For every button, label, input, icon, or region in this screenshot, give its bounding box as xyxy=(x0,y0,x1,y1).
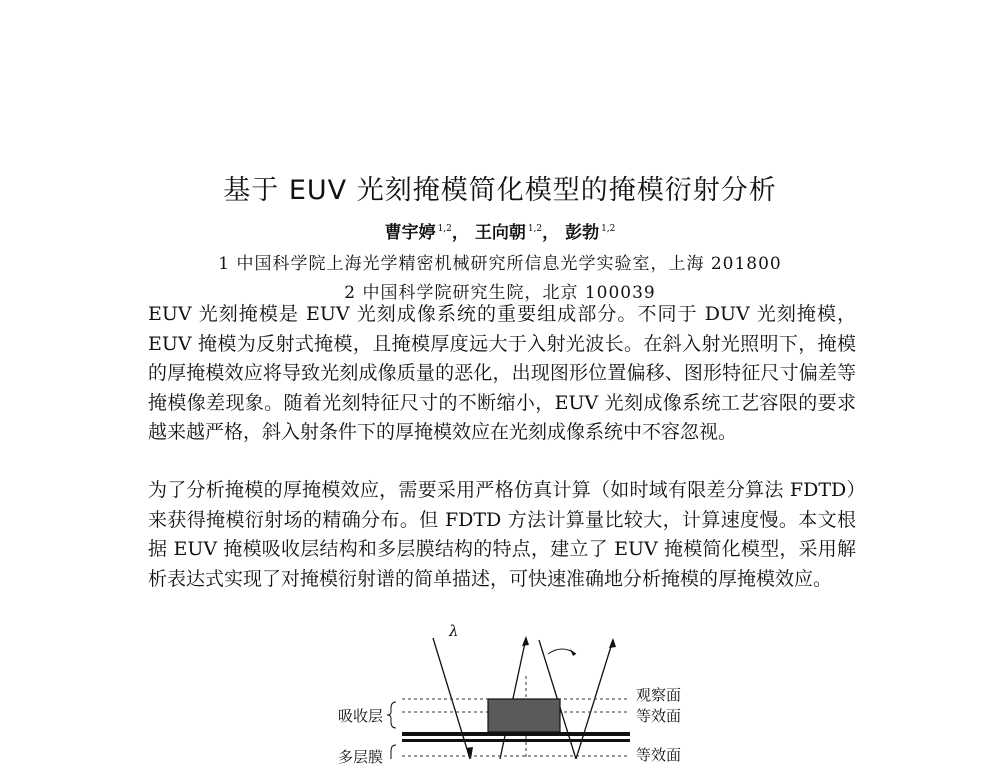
author-list xyxy=(0,218,1000,243)
author-name: 王向朝 xyxy=(474,223,526,243)
affiliation-2: 2 中国科学院研究生院，北京 100039 xyxy=(344,283,656,303)
multilayer-layer xyxy=(402,739,630,742)
arrowhead xyxy=(570,649,576,656)
mask-model-figure xyxy=(330,618,710,766)
lambda-label: λ xyxy=(449,622,459,640)
multilayer-top xyxy=(402,732,630,736)
absorber-label: 吸收层 xyxy=(338,707,384,725)
equivalent-plane-label: 等效面 xyxy=(636,746,682,764)
observation-plane-label: 观察面 xyxy=(636,686,682,704)
affiliation-1: 1 中国科学院上海光学精密机械研究所信息光学实验室，上海 201800 xyxy=(218,254,782,274)
author-name: 曹宇婷 xyxy=(384,223,436,243)
author-separator: ， xyxy=(451,223,469,243)
multilayer-brace xyxy=(391,745,396,759)
absorber-brace xyxy=(387,702,396,728)
author-affiliation-mark: 1,2 xyxy=(437,224,452,234)
arrowhead xyxy=(522,636,529,646)
multilayer-label: 多层膜 xyxy=(338,748,384,766)
abstract-paragraph-2: 为了分析掩模的厚掩模效应，需要采用严格仿真计算（如时域有限差分算法 FDTD）来获得掩模衍射场的精确分布。但 FDTD 方法计算量比较大，计算速度慢。本文根据 EUV 掩模吸收层结构和多层膜结构的特点，建立了 EUV 掩模简化模型，采用解析表达式实现了对掩模衍射谱的简单描述，可快速准确地分析掩模的厚掩模效应。 xyxy=(148,479,856,590)
paper-title: 基于 EUV 光刻掩模简化模型的掩模衍射分析 xyxy=(223,175,777,206)
abstract-paragraph-1: EUV 光刻掩模是 EUV 光刻成像系统的重要组成部分。不同于 DUV 光刻掩模，EUV 掩模为反射式掩模，且掩模厚度远大于入射光波长。在斜入射光照明下，掩模的厚掩模效应将导致光刻成像质量的恶化，出现图形位置偏移、图形特征尺寸偏差等掩模像差现象。随着光刻特征尺寸的不断缩小，EUV 光刻成像系统工艺容限的要求越来越严格，斜入射条件下的厚掩模效应在光刻成像系统中不容忽视。 xyxy=(148,303,856,443)
author-separator: ， xyxy=(542,223,560,243)
author-affiliation-mark: 1,2 xyxy=(527,224,543,234)
arrowhead xyxy=(609,638,616,648)
author-name: 彭勃 xyxy=(565,223,600,243)
equivalent-plane-label: 等效面 xyxy=(636,707,682,725)
author-affiliation-mark: 1,2 xyxy=(601,224,616,234)
absorber-block xyxy=(488,699,560,732)
